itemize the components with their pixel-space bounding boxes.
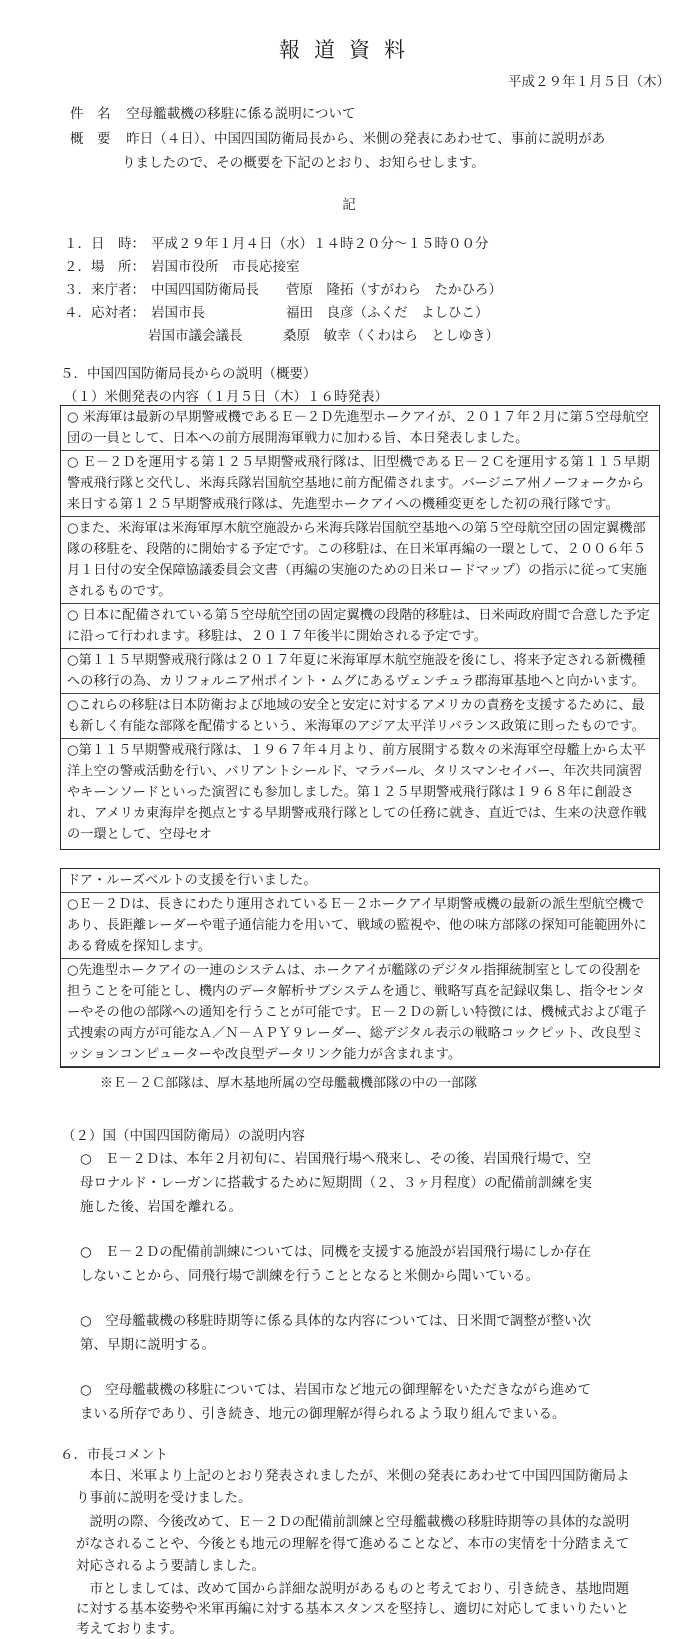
government-para-4: ○ 空母艦載機の移駐については、岩国市など地元の御理解をいただきながら進めてまいる所存であり、引き続き、地元の御理解が得られるよう取り組んでまいる。: [80, 1382, 592, 1422]
item-person-name: 桑原 敏幸（くわはら としゆき）: [283, 328, 499, 344]
subject-label: 件 名: [70, 106, 111, 122]
announcement-item: ○第１１５早期警戒飛行隊は、１９６７年４月より、前方展開する数々の米海軍空母艦上から太平洋上空の警戒活動を行い、バリアントシールド、マラバール、タリスマンセイバー、年次共同演習やキーンソードといった演習にも参加しました。第１２５早期警戒飛行隊は１９６８年に創設され、アメリカ東海岸を拠点とする早期警戒飛行隊としての任務に就き、直近では、生来の決意作戦の一環として、空母セオ: [61, 738, 659, 846]
announcement-item: ○また、米海軍は米海軍厚木航空施設から米海兵隊岩国航空基地への第５空母航空団の固定翼機部隊の移駐を、段階的に開始する予定です。この移駐は、在日米軍再編の一環として、２００６年５月１日付の安全保障協議委員会文書（再編の実施のための日米ロードマップ）の指示に従って実施されるものです。: [61, 516, 659, 603]
announcement-item: ○ 米海軍は最新の早期警戒機であるＥ－２Ｄ先進型ホークアイが、２０１７年２月に第５空母航空団の一員として、日本への前方展開海軍戦力に加わる旨、本日発表しました。: [67, 410, 649, 446]
announcement-item: ○第１１５早期警戒飛行隊は２０１７年夏に米海軍厚木航空施設を後にし、将来予定される新機種への移行の為、カリフォルニア州ポイント・ムグにあるヴェンチュラ郡海軍基地へと向かいます。: [61, 648, 659, 693]
item-3: [64, 278, 502, 298]
announcement-item: ドア・ルーズベルトの支援を行いました。: [67, 873, 317, 888]
section5-sub2: （２）国（中国四国防衛局）の説明内容: [62, 1128, 305, 1144]
item-value: 岩国市長: [151, 305, 205, 321]
announcement-item: ○先進型ホークアイの一連のシステムは、ホークアイが艦隊のデジタル指揮統制室としての役割を担うことを可能とし、機内のデータ解析サブシステムを通じ、戦略写真を記録収集し、指令センターやその他の部隊への通知を行うことが可能です。Ｅ－２Ｄの新しい特徴には、機械式および電子式捜索の両方が可能なＡ／Ｎ－ＡＰＹ９レーダー、総デジタル表示の戦略コックピット、改良型ミッションコンピューターや改良型データリンク能力が含まれます。: [61, 958, 659, 1066]
section6-heading: ６．市長コメント: [60, 1447, 168, 1463]
government-para-1: ○ Ｅ－２Ｄは、本年２月初旬に、岩国飛行場へ飛来し、その後、岩国飛行場で、空母ロナルド・レーガンに搭載するために短期間（２、３ヶ月程度）の配備前訓練を実施した後、岩国を離れる。: [80, 1151, 593, 1215]
us-announcement-box-1: [60, 405, 660, 850]
summary-row: [70, 127, 605, 147]
item-number: ４．: [64, 305, 91, 321]
summary-label: 概 要: [70, 131, 111, 147]
item-label: 日 時：: [91, 236, 145, 252]
item-person-name: 菅原 隆拓（すがわら たかひろ）: [286, 282, 502, 298]
announcement-item: ○Ｅ－２Ｄは、長きにわたり運用されているＥ－２ホークアイ早期警戒機の最新の派生型航空機であり、長距離レーダーや電子通信能力を用いて、戦域の監視や、他の味方部隊の探知可能範囲外にある脅威を探知します。: [61, 892, 659, 958]
mayor-comment-para-2: 説明の際、今後改めて、Ｅ－２Ｄの配備前訓練と空母艦載機の移駐時期等の具体的な説明がなされることや、今後とも地元の理解を得て進めることなど、本市の実情を十分踏まえて対応されるよう要請しました。: [76, 1514, 630, 1574]
item-label: 場 所：: [91, 259, 145, 275]
item-4-second: [148, 324, 499, 344]
item-label: 応対者：: [91, 305, 145, 321]
subject-text: 空母艦載機の移駐に係る説明について: [126, 106, 356, 122]
mayor-comment-para-3: 市としましては、改めて国から詳細な説明があるものと考えており、引き続き、基地問題に対する基本姿勢や米軍再編に対する基本スタンスを堅持し、適切に対応してまいりたいと考えております。: [76, 1581, 630, 1637]
item-value: 中国四国防衛局長: [151, 282, 259, 298]
section5-heading: ５．中国四国防衛局長からの説明（概要）: [60, 366, 317, 382]
document-title: 報道資料: [279, 38, 419, 62]
announcement-item: ○ 日本に配備されている第５空母航空団の固定翼機の段階的移駐は、日米両政府間で合意した予定に沿って行われます。移駐は、２０１７年後半に開始される予定です。: [61, 603, 659, 648]
item-value: 岩国市役所 市長応接室: [151, 259, 300, 275]
section5-note: ※Ｅ－２Ｃ部隊は、厚木基地所属の空母艦載機部隊の中の一部隊: [100, 1076, 478, 1091]
mayor-comment-para-1: 本日、米軍より上記のとおり発表されましたが、米側の発表にあわせて中国四国防衛局より事前に説明を受けました。: [76, 1468, 630, 1506]
item-4: [64, 301, 489, 321]
item-2: [64, 255, 300, 275]
government-para-3: ○ 空母艦載機の移駐時期等に係る具体的な内容については、日米間で調整が整い次第、早期に説明する。: [80, 1313, 592, 1353]
announcement-item: ○ Ｅ－２Ｄを運用する第１２５早期警戒飛行隊は、旧型機であるＥ－２Ｃを運用する第１１５早期警戒飛行隊と交代し、米海兵隊岩国航空基地に前方配備されます。バージニア州ノーフォークから来日する第１２５早期警戒飛行隊は、先進型ホークアイへの機種変更をした初の飛行隊です。: [61, 450, 659, 516]
government-para-2: ○ Ｅ－２Ｄの配備前訓練については、同機を支援する施設が岩国飛行場にしか存在しないことから、同飛行場で訓練を行うこととなると米側から聞いている。: [80, 1244, 592, 1284]
item-value: 岩国市議会議長: [148, 328, 243, 344]
ki-heading: 記: [342, 197, 356, 213]
release-date: 平成２９年１月５日（木）: [508, 74, 670, 90]
announcement-item: ○これらの移駐は日本防衛および地域の安全と安定に対するアメリカの責務を支援するために、最も新しく有能な部隊を配備するという、米海軍のアジア太平洋リバランス政策に則ったものです。: [61, 693, 659, 738]
section5-sub1: （１）米側発表の内容（１月５日（木）１６時発表）: [64, 389, 388, 405]
item-number: １．: [64, 236, 91, 252]
item-value: 平成２９年１月４日（水）１４時２０分～１５時００分: [151, 236, 489, 252]
item-person-name: 福田 良彦（ふくだ よしひこ）: [286, 305, 489, 321]
item-number: ２．: [64, 259, 91, 275]
item-label: 来庁者：: [91, 282, 145, 298]
item-1: [64, 232, 489, 252]
subject-row: [70, 102, 356, 122]
us-announcement-box-2: [60, 868, 660, 1068]
announcement-item: [61, 1066, 659, 1068]
summary-line2: りましたので、その概要を下記のとおり、お知らせします。: [122, 155, 485, 171]
item-number: ３．: [64, 282, 91, 298]
summary-line1: 昨日（４日）、中国四国防衛局長から、米側の発表にあわせて、事前に説明があ: [126, 131, 606, 147]
